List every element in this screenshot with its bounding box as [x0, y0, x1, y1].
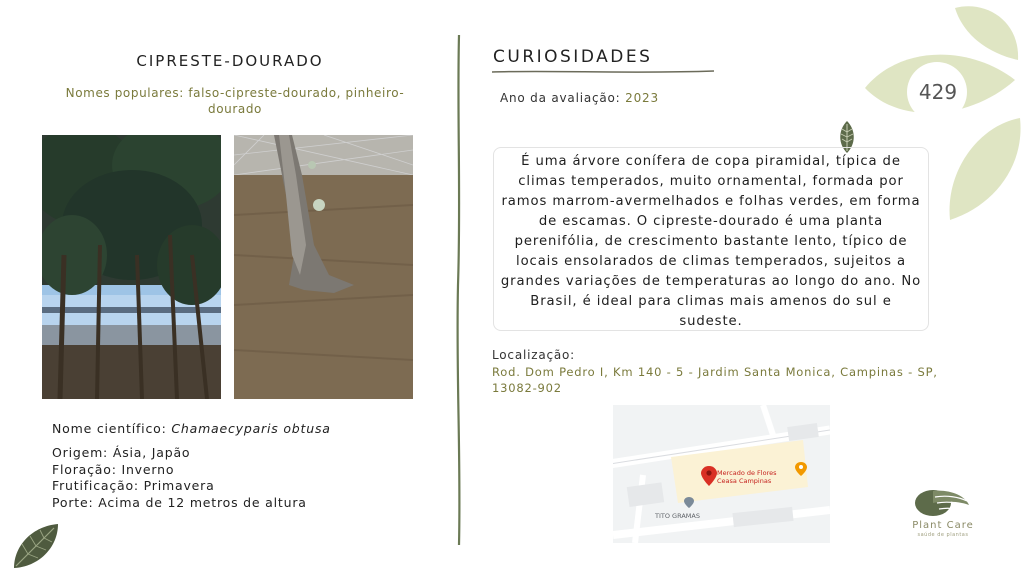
flowering-info: Floração: Inverno	[52, 462, 175, 477]
location-map[interactable]	[613, 405, 830, 543]
brand-tagline: saúde de plantas	[917, 532, 969, 538]
page-number-badge: 429	[918, 80, 958, 104]
description-box: É uma árvore conífera de copa piramidal, típica de climas temperados, muito ornamental, formada por ramos marrom-avermelhados e folhas verdes, em forma de escamas. O cipreste-dourado é uma planta perenifólia, de crescimento bastante lento, típico de locais ensolarados de climas temperados, sujeitos a grandes variações de temperaturas ao longo do ano. No Brasil, é ideal para climas mais amenos do sul e sudeste.	[493, 147, 929, 331]
scientific-value: Chamaecyparis obtusa	[171, 421, 331, 436]
location-address: Rod. Dom Pedro I, Km 140 - 5 - Jardim Santa Monica, Campinas - SP, 13082-902	[492, 365, 938, 395]
plant-care-logo-icon	[913, 487, 971, 519]
origin-info: Origem: Ásia, Japão	[52, 445, 191, 460]
evaluation-year	[500, 91, 659, 105]
leaf-decoration-icon	[8, 520, 64, 572]
scientific-name	[52, 421, 331, 436]
year-value: 2023	[625, 91, 659, 105]
map-place-label-1: Mercado de Flores	[717, 469, 777, 477]
year-label: Ano da avaliação:	[500, 91, 626, 105]
brand-name: Plant Care	[912, 520, 974, 531]
tree-photo	[42, 135, 221, 399]
column-divider	[453, 35, 465, 545]
fruiting-info: Frutificação: Primavera	[52, 478, 215, 493]
scientific-label: Nome científico:	[52, 421, 172, 436]
title-underline	[492, 68, 714, 76]
trunk-photo	[234, 135, 413, 399]
location-label: Localização:	[492, 348, 576, 362]
curiosities-title: CURIOSIDADES	[493, 47, 653, 67]
map-place-label-2: Ceasa Campinas	[717, 477, 772, 485]
plant-title: CIPRESTE-DOURADO	[136, 52, 324, 70]
popular-names: Nomes populares: falso-cipreste-dourado, pinheiro-dourado	[65, 86, 405, 116]
size-info: Porte: Acima de 12 metros de altura	[52, 495, 307, 510]
map-street-label: TITO GRAMAS	[655, 512, 700, 520]
